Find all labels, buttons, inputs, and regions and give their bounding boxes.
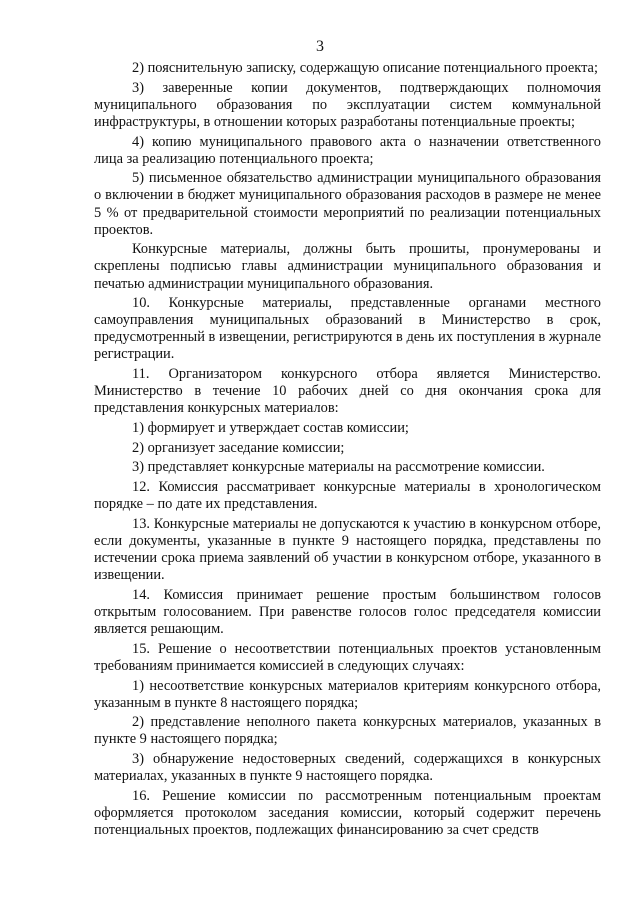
paragraph-clause-11: 11. Организатором конкурсного отбора является Министерство. Министерство в течение 10 рабочих дней со дня окончания срока для представления конкурсных материалов: <box>94 366 601 417</box>
paragraph-clause-10: 10. Конкурсные материалы, представленные органами местного самоуправления муниципальных образований в Министерство в срок, предусмотренный в извещении, регистрируются в день их поступления в журнале регистрации. <box>94 295 601 363</box>
paragraph-item-2-explanatory-note: 2) пояснительную записку, содержащую описание потенциального проекта; <box>132 60 598 76</box>
paragraph-item-3-certified-copies: 3) заверенные копии документов, подтверждающих полномочия муниципального образования по эксплуатации систем коммунальной инфраструктуры, в отношении которых разработаны потенциальные проекты; <box>94 79 601 130</box>
paragraph-clause-11-item-3: 3) представляет конкурсные материалы на рассмотрение комиссии. <box>132 459 545 476</box>
page-number: 3 <box>316 38 324 55</box>
paragraph-clause-14: 14. Комиссия принимает решение простым большинством голосов открытым голосованием. При равенстве голосов голос председателя комиссии является решающим. <box>94 586 601 638</box>
paragraph-materials-binding: Конкурсные материалы, должны быть прошиты, пронумерованы и скреплены подписью главы администрации муниципального образования и печатью администрации муниципального образования. <box>94 241 601 292</box>
paragraph-clause-15: 15. Решение о несоответствии потенциальных проектов установленным требованиям принимается комиссией в следующих случаях: <box>94 640 601 674</box>
paragraph-clause-11-item-1: 1) формирует и утверждает состав комиссии; <box>132 420 409 437</box>
paragraph-clause-12: 12. Комиссия рассматривает конкурсные материалы в хронологическом порядке – по дате их представления. <box>94 479 601 513</box>
paragraph-clause-13: 13. Конкурсные материалы не допускаются к участию в конкурсном отборе, если документы, указанные в пункте 9 настоящего порядка, представлены по истечении срока приема заявлений об участии в конкурсном отборе, указанного в извещении. <box>94 515 601 584</box>
paragraph-clause-15-item-1: 1) несоответствие конкурсных материалов критериям конкурсного отбора, указанным в пункте 8 настоящего порядка; <box>94 677 601 711</box>
paragraph-item-5-written-obligation: 5) письменное обязательство администрации муниципального образования о включении в бюджет муниципального образования расходов в размере не менее 5 % от предварительной стоимости мероприятий по реализации потенциальных проектов. <box>94 170 601 238</box>
paragraph-item-4-legal-act-copy: 4) копию муниципального правового акта о назначении ответственного лица за реализацию потенциального проекта; <box>94 133 601 167</box>
document-body <box>94 60 601 839</box>
paragraph-clause-11-item-2: 2) организует заседание комиссии; <box>132 439 345 456</box>
paragraph-clause-15-item-3: 3) обнаружение недостоверных сведений, содержащихся в конкурсных материалах, указанных в пункте 9 настоящего порядка. <box>94 751 601 785</box>
paragraph-clause-15-item-2: 2) представление неполного пакета конкурсных материалов, указанных в пункте 9 настоящего порядка; <box>94 714 601 748</box>
paragraph-clause-16: 16. Решение комиссии по рассмотренным потенциальным проектам оформляется протоколом заседания комиссии, который содержит перечень потенциальных проектов, подлежащих финансированию за счет средств <box>94 787 601 839</box>
